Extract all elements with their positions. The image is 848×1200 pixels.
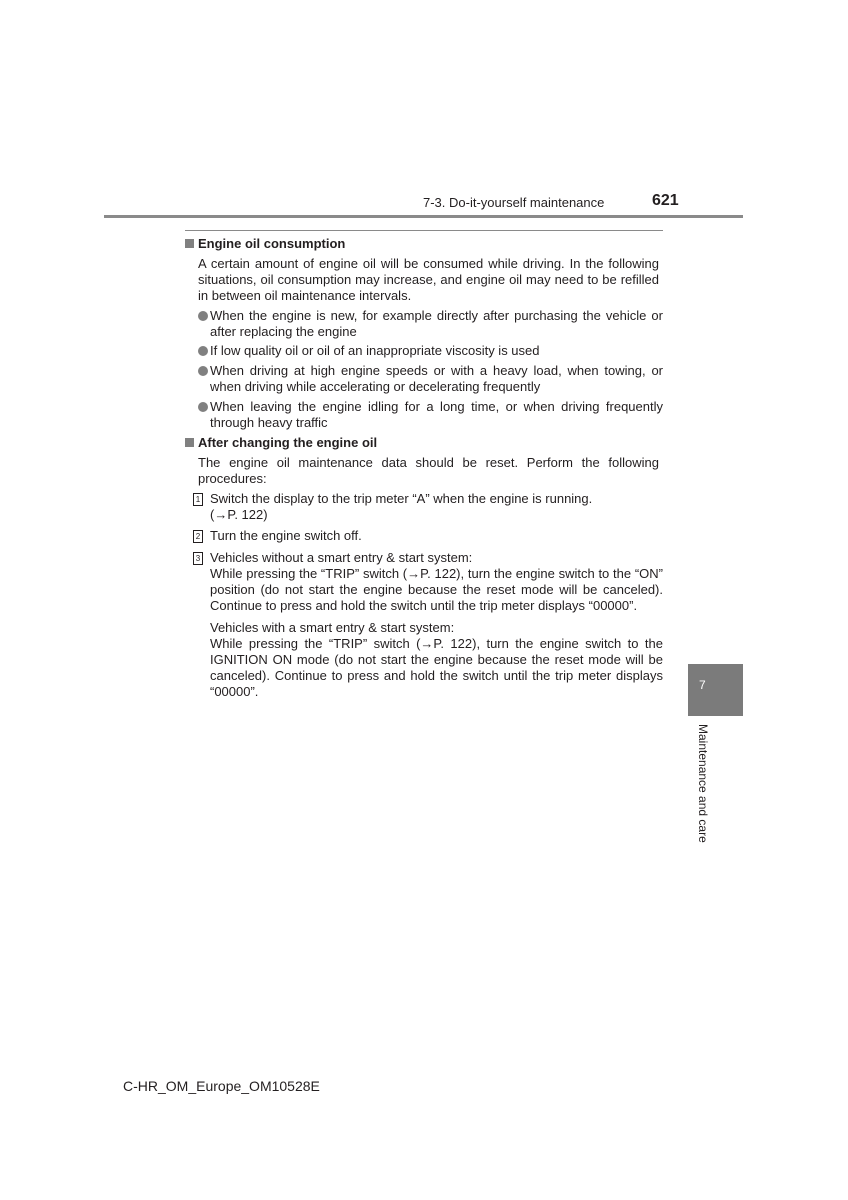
procedure-step-2 (185, 528, 663, 544)
page-number: 621 (652, 192, 679, 209)
chapter-tab (688, 664, 743, 716)
list-item-text: When the engine is new, for example directly after purchasing the vehicle or after replacing the engine (210, 307, 663, 339)
section-heading-oil-consumption (185, 236, 663, 252)
step-number-box: 1 (193, 493, 203, 506)
content-divider (185, 230, 663, 231)
page-reference: (→P. 122) (210, 506, 268, 522)
circle-bullet-icon (198, 402, 208, 412)
circle-bullet-icon (198, 311, 208, 321)
procedure-step-3 (185, 550, 663, 699)
section-paragraph: A certain amount of engine oil will be consumed while driving. In the following situations, oil consumption may increase, and engine oil may need to be refilled in between oil maintenance intervals. (198, 255, 659, 303)
list-item (185, 343, 663, 359)
chapter-label: Maintenance and care (696, 724, 710, 843)
section-heading-after-oil-change (185, 435, 663, 451)
page-content (185, 236, 663, 706)
section-heading-text: After changing the engine oil (198, 434, 378, 450)
list-item (185, 363, 663, 395)
chapter-number: 7 (699, 678, 706, 692)
circle-bullet-icon (198, 346, 208, 356)
procedure-step-1 (185, 491, 663, 523)
list-item-text: When driving at high engine speeds or with a heavy load, when towing, or when driving while accelerating or decelerating frequently (210, 363, 663, 395)
step-subheading: Vehicles without a smart entry & start system: (210, 550, 473, 566)
list-item (185, 399, 663, 431)
square-bullet-icon (185, 239, 194, 248)
square-bullet-icon (185, 438, 194, 447)
section-heading-text: Engine oil consumption (198, 236, 346, 251)
step-subheading: Vehicles with a smart entry & start system: (210, 620, 455, 635)
list-item-text: When leaving the engine idling for a long time, or when driving frequently through heavy traffic (210, 399, 663, 431)
list-item (185, 308, 663, 340)
step-number-box: 2 (193, 530, 203, 543)
running-header-section: 7-3. Do-it-yourself maintenance (423, 195, 605, 210)
bullet-list (185, 308, 663, 431)
circle-bullet-icon (198, 366, 208, 376)
step-text: While pressing the “TRIP” switch (→P. 122), turn the engine switch to the IGNITION ON mode (do not start the engine because the reset mode will be canceled). Continue to press and hold the switch until the trip meter displays “00000”. (210, 635, 663, 699)
step-text: Switch the display to the trip meter “A” when the engine is running. (210, 490, 593, 506)
section-paragraph: The engine oil maintenance data should be reset. Perform the following procedures: (198, 454, 659, 486)
header-divider (104, 215, 743, 218)
step-text: While pressing the “TRIP” switch (→P. 122), turn the engine switch to the “ON” position (do not start the engine because the reset mode will be canceled). Continue to press and hold the switch until the trip meter displays “00000”. (210, 566, 663, 614)
list-item-text: If low quality oil or oil of an inappropriate viscosity is used (210, 343, 540, 359)
step-number-box: 3 (193, 552, 203, 565)
document-code: C-HR_OM_Europe_OM10528E (123, 1078, 320, 1094)
step-text: Turn the engine switch off. (210, 528, 362, 544)
